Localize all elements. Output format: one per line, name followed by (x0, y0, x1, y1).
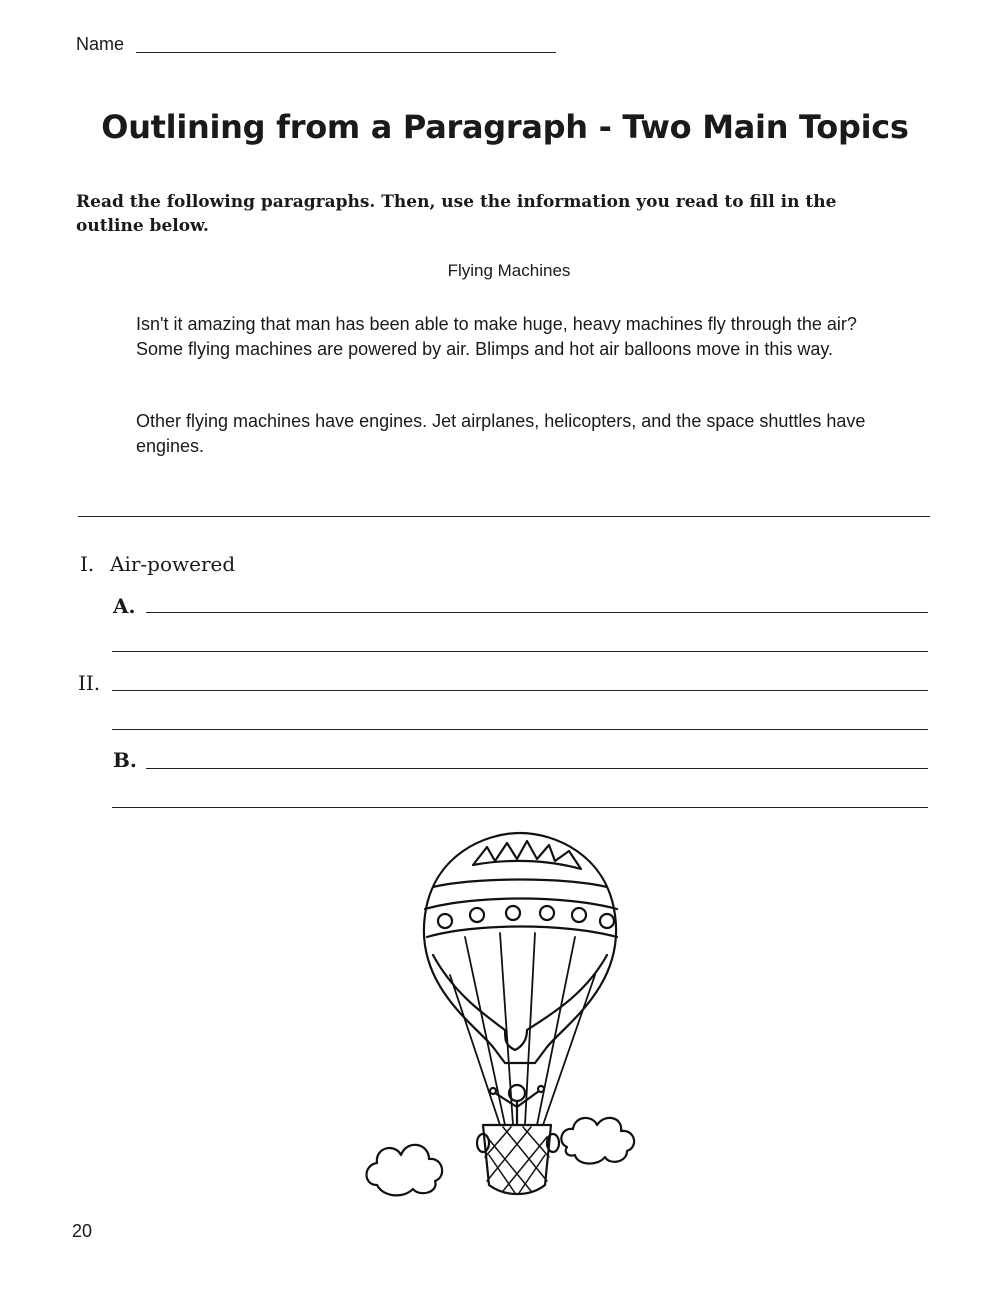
story-paragraph-1: Isn't it amazing that man has been able to make huge, heavy machines fly through the air? Some flying machines are powered by air. Blimps and hot air balloons move in this way. (136, 314, 857, 359)
story-title: Flying Machines (447, 261, 571, 280)
balloon-ropes (450, 933, 595, 1125)
story-paragraph-2: Other flying machines have engines. Jet airplanes, helicopters, and the space shuttles have engines. (136, 411, 866, 456)
section-divider (78, 516, 930, 517)
cloud-right (561, 1118, 634, 1164)
topic-1-numeral: I. (80, 552, 95, 576)
balloon-circles (438, 906, 614, 928)
balloon-band-top (425, 899, 617, 910)
name-label: Name (76, 34, 125, 54)
hot-air-balloon-icon (355, 825, 685, 1235)
balloon-top-band (433, 880, 607, 888)
answer-line-topic-2[interactable] (112, 690, 928, 691)
balloon-band-bottom (427, 927, 617, 938)
instructions: Read the following paragraphs. Then, use the information you read to fill in the outline below. (76, 192, 837, 236)
answer-line-topic-2-continued[interactable] (112, 729, 928, 730)
subtopic-a-letter: A. (113, 594, 136, 618)
answer-line-b-continued[interactable] (112, 807, 928, 808)
topic-1-label: Air-powered (110, 552, 236, 576)
balloon-zigzag (473, 841, 581, 869)
cloud-left (367, 1145, 443, 1196)
basket-weave (485, 1127, 549, 1193)
answer-line-a-continued[interactable] (112, 651, 928, 652)
subtopic-b-letter: B. (113, 748, 137, 772)
answer-line-a[interactable] (146, 612, 928, 613)
outline-topic-1 (80, 552, 235, 576)
page-number: 20 (72, 1221, 93, 1241)
topic-2-numeral: II. (78, 671, 101, 695)
answer-line-b[interactable] (146, 768, 928, 769)
page-title: Outlining from a Paragraph - Two Main Topics (101, 108, 909, 146)
name-field[interactable] (136, 52, 556, 53)
balloon-envelope (424, 833, 616, 1063)
balloon-basket (483, 1125, 551, 1194)
